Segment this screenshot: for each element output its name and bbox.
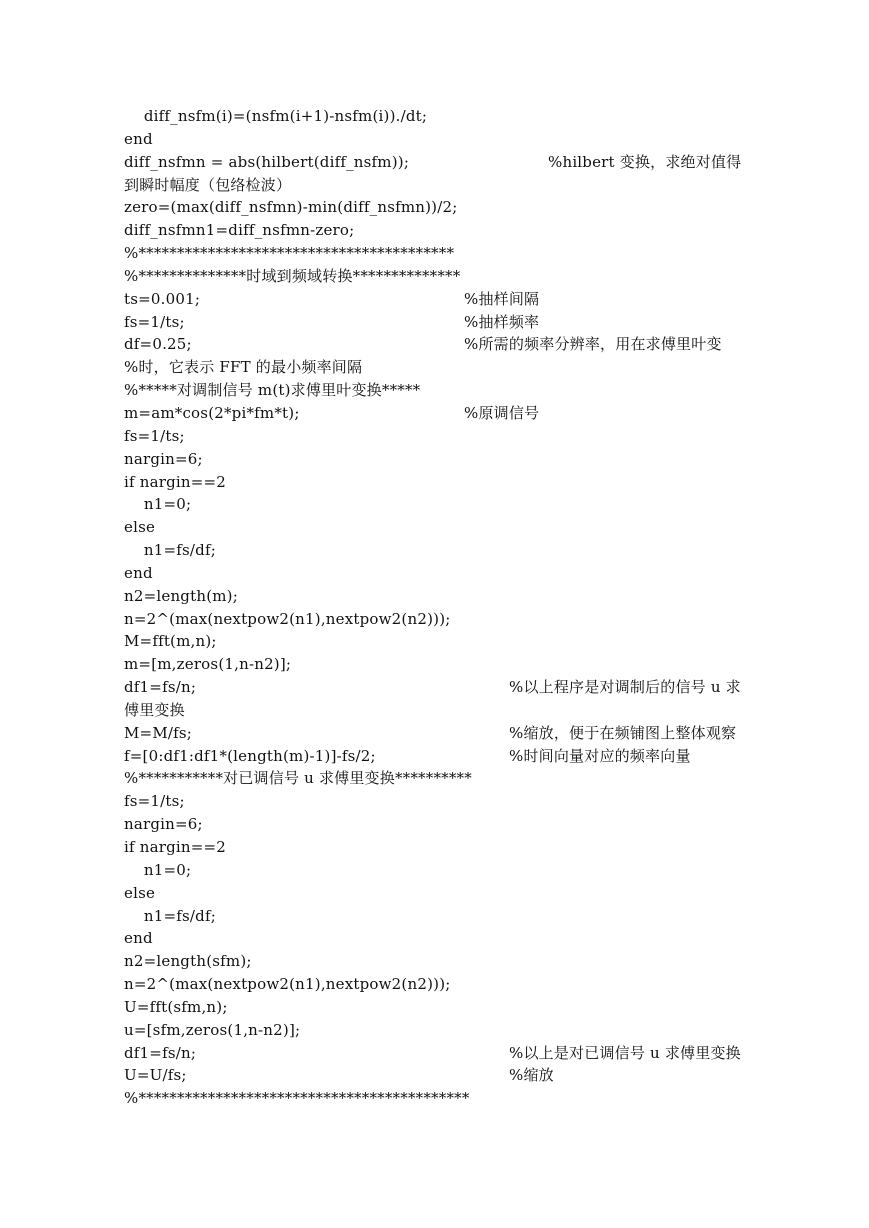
code-text: if nargin==2	[124, 472, 227, 491]
code-comment: %原调信号	[464, 403, 540, 422]
code-line	[124, 1087, 784, 1110]
code-line	[124, 699, 784, 722]
code-text: else	[124, 518, 156, 537]
code-line	[124, 653, 784, 676]
code-line	[124, 1019, 784, 1042]
code-text: n1=0;	[124, 860, 192, 879]
code-text: 到瞬时幅度（包络检波）	[124, 175, 292, 194]
code-line	[124, 356, 784, 379]
code-text: diff_nsfmn = abs(hilbert(diff_nsfm));	[124, 152, 410, 171]
code-text: %*****************************************	[124, 244, 455, 263]
code-comment: %以上是对已调信号 u 求傅里变换	[509, 1043, 741, 1062]
code-line	[124, 836, 784, 859]
code-text: %时，它表示 FFT 的最小频率间隔	[124, 358, 363, 377]
code-line	[124, 128, 784, 151]
code-line	[124, 905, 784, 928]
code-text: u=[sfm,zeros(1,n-n2)];	[124, 1020, 301, 1039]
code-line	[124, 151, 784, 174]
code-line	[124, 196, 784, 219]
code-text: M=M/fs;	[124, 723, 193, 742]
code-text: n1=fs/df;	[124, 541, 216, 560]
code-text: 傅里变换	[124, 700, 185, 719]
code-line	[124, 174, 784, 197]
code-text: n1=0;	[124, 495, 192, 514]
code-text: fs=1/ts;	[124, 426, 185, 445]
code-text: end	[124, 129, 153, 148]
code-line	[124, 493, 784, 516]
code-line	[124, 105, 784, 128]
code-line	[124, 425, 784, 448]
code-text: end	[124, 929, 153, 948]
code-text: df1=fs/n;	[124, 1043, 197, 1062]
code-text: U=fft(sfm,n);	[124, 997, 228, 1016]
code-line	[124, 1042, 784, 1065]
code-text: ts=0.001;	[124, 289, 201, 308]
code-text: nargin=6;	[124, 815, 203, 834]
code-line	[124, 973, 784, 996]
code-comment: %缩放	[509, 1066, 554, 1085]
code-line	[124, 242, 784, 265]
code-line	[124, 882, 784, 905]
code-line	[124, 585, 784, 608]
code-text: fs=1/ts;	[124, 312, 185, 331]
code-line	[124, 333, 784, 356]
code-line	[124, 379, 784, 402]
code-text: n2=length(sfm);	[124, 952, 252, 971]
code-text: if nargin==2	[124, 838, 227, 856]
code-line	[124, 562, 784, 585]
code-text: zero=(max(diff_nsfmn)-min(diff_nsfmn))/2;	[124, 198, 458, 217]
code-line	[124, 722, 784, 745]
code-line	[124, 265, 784, 288]
code-text: M=fft(m,n);	[124, 632, 217, 651]
code-comment: %缩放，便于在频铺图上整体观察	[509, 723, 737, 742]
code-text: %*******************************************	[124, 1089, 470, 1108]
code-line	[124, 813, 784, 836]
code-line	[124, 311, 784, 334]
code-line	[124, 608, 784, 631]
code-text: df=0.25;	[124, 335, 192, 354]
code-text: nargin=6;	[124, 449, 203, 468]
code-comment: %hilbert 变换，求绝对值得	[548, 152, 742, 171]
code-line	[124, 402, 784, 425]
code-text: diff_nsfm(i)=(nsfm(i+1)-nsfm(i))./dt;	[124, 107, 428, 125]
code-comment: %时间向量对应的频率向量	[509, 746, 691, 765]
code-text: %***********对已调信号 u 求傅里变换**********	[124, 769, 472, 788]
code-text: m=[m,zeros(1,n-n2)];	[124, 655, 292, 674]
code-text: %**************时域到频域转换**************	[124, 266, 461, 285]
code-text: end	[124, 563, 153, 582]
code-line	[124, 219, 784, 242]
code-text: df1=fs/n;	[124, 678, 197, 697]
code-line	[124, 448, 784, 471]
code-line	[124, 859, 784, 882]
code-line	[124, 767, 784, 790]
code-comment: %所需的频率分辨率，用在求傅里叶变	[464, 335, 722, 354]
code-line	[124, 471, 784, 494]
code-line	[124, 996, 784, 1019]
code-text: fs=1/ts;	[124, 792, 185, 811]
code-block	[124, 105, 784, 1110]
code-text: diff_nsfmn1=diff_nsfmn-zero;	[124, 221, 355, 240]
code-line	[124, 288, 784, 311]
code-comment: %抽样间隔	[464, 289, 540, 308]
code-line	[124, 1064, 784, 1087]
code-line	[124, 927, 784, 950]
code-line	[124, 790, 784, 813]
code-text: n=2^(max(nextpow2(n1),nextpow2(n2)));	[124, 609, 451, 628]
code-text: else	[124, 883, 156, 902]
code-text: n=2^(max(nextpow2(n1),nextpow2(n2)));	[124, 975, 451, 994]
code-text: n1=fs/df;	[124, 906, 216, 925]
code-line	[124, 539, 784, 562]
code-text: m=am*cos(2*pi*fm*t);	[124, 403, 300, 422]
code-comment: %以上程序是对调制后的信号 u 求	[509, 678, 741, 697]
code-line	[124, 745, 784, 768]
code-text: n2=length(m);	[124, 586, 238, 605]
code-line	[124, 630, 784, 653]
code-comment: %抽样频率	[464, 312, 540, 331]
code-text: f=[0:df1:df1*(length(m)-1)]-fs/2;	[124, 746, 376, 765]
code-line	[124, 516, 784, 539]
code-line	[124, 676, 784, 699]
code-text: U=U/fs;	[124, 1066, 187, 1085]
code-text: %*****对调制信号 m(t)求傅里叶变换*****	[124, 381, 421, 400]
code-line	[124, 950, 784, 973]
